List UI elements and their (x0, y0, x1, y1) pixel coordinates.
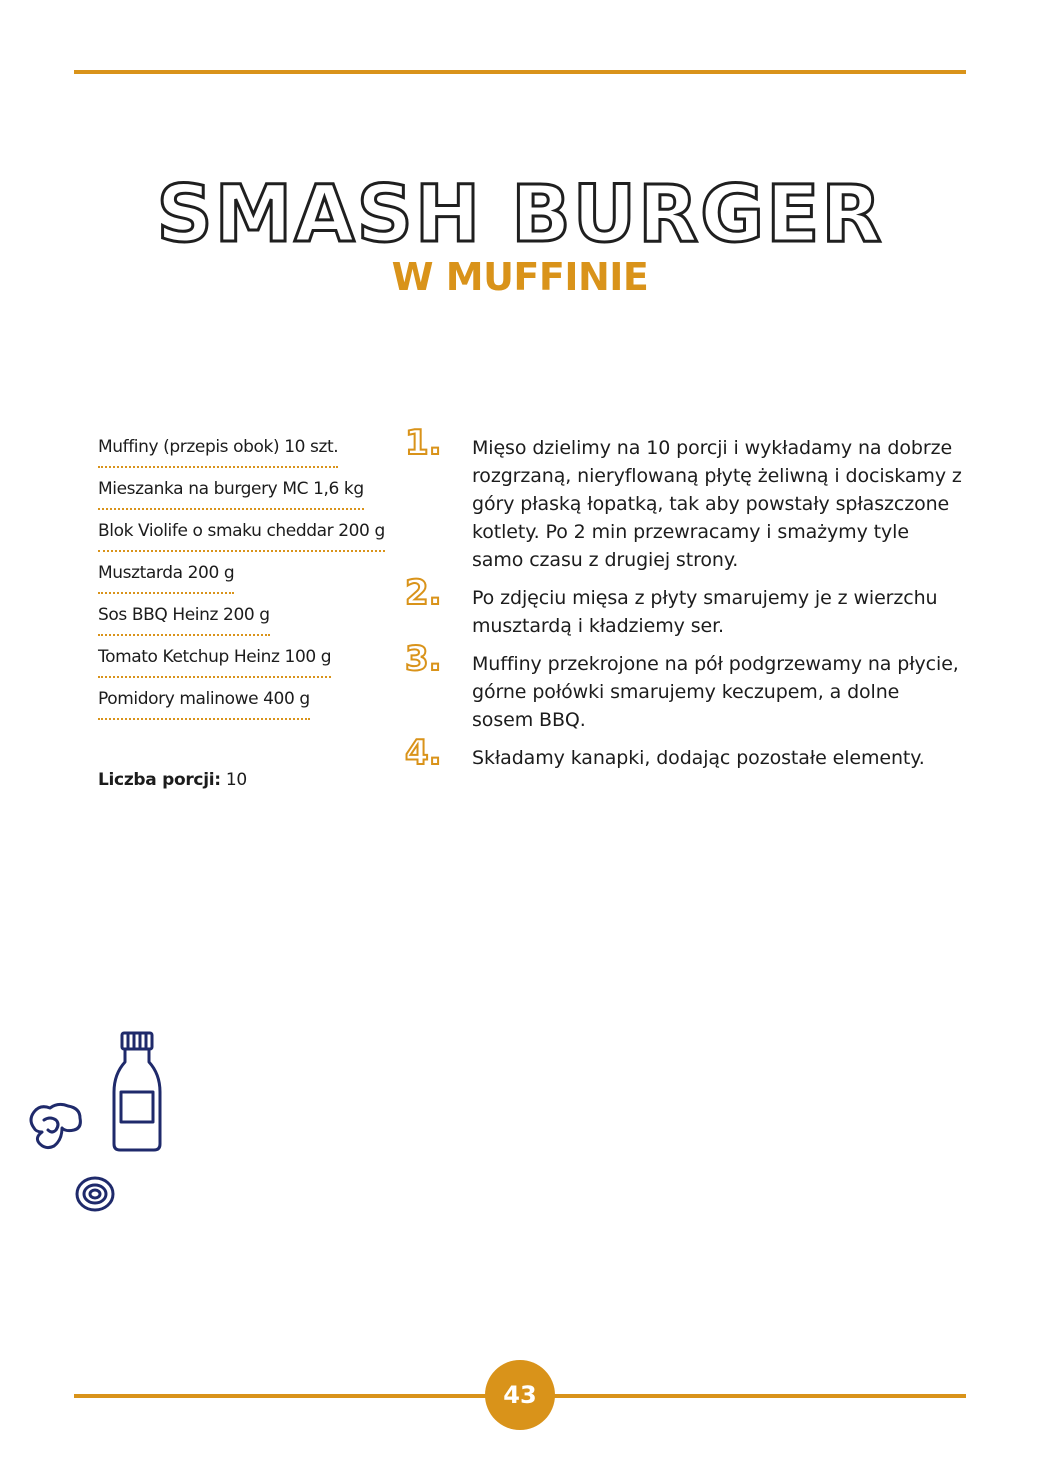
recipe-subtitle: W MUFFINIE (391, 255, 649, 299)
portions (98, 770, 247, 790)
step-item (405, 733, 965, 773)
ingredient-item: Tomato Ketchup Heinz 100 g (98, 642, 398, 684)
step-item (405, 423, 965, 574)
page-number: 43 (485, 1360, 555, 1430)
step-number: 2. (405, 573, 442, 613)
recipe-title: SMASH BURGER (156, 170, 884, 260)
step-item (405, 573, 965, 640)
step-number: 4. (405, 733, 442, 773)
ingredient-item: Blok Violife o smaku cheddar 200 g (98, 516, 398, 558)
ingredient-item: Mieszanka na burgery MC 1,6 kg (98, 474, 398, 516)
ingredient-list (98, 432, 398, 726)
step-number: 3. (405, 639, 442, 679)
step-text: Składamy kanapki, dodając pozostałe elementy. (472, 747, 925, 769)
step-text: Muffiny przekrojone na pół podgrzewamy na płycie, górne połówki smarujemy keczupem, a dolne sosem BBQ. (472, 653, 959, 731)
tomato-slice-icon (74, 1174, 116, 1214)
ingredient-item: Muffiny (przepis obok) 10 szt. (98, 432, 398, 474)
bottle-icon (104, 1030, 168, 1154)
mushroom-icon (26, 1100, 86, 1152)
portions-label: Liczba porcji: (98, 770, 221, 790)
ingredient-item: Musztarda 200 g (98, 558, 398, 600)
ingredient-item: Sos BBQ Heinz 200 g (98, 600, 398, 642)
step-text: Mięso dzielimy na 10 porcji i wykładamy na dobrze rozgrzaną, nieryflowaną płytę żeliwną i dociskamy z góry płaską łopatką, tak aby powstały spłaszczone kotlety. Po 2 min przewracamy i smażymy tyle samo czasu z drugiej strony. (472, 437, 962, 571)
step-text: Po zdjęciu mięsa z płyty smarujemy je z wierzchu musztardą i kładziemy ser. (472, 587, 938, 637)
step-item (405, 639, 965, 734)
step-number: 1. (405, 423, 442, 463)
top-rule (74, 70, 966, 74)
portions-value: 10 (225, 770, 247, 790)
steps-list (405, 423, 965, 773)
ingredient-item: Pomidory malinowe 400 g (98, 684, 398, 726)
